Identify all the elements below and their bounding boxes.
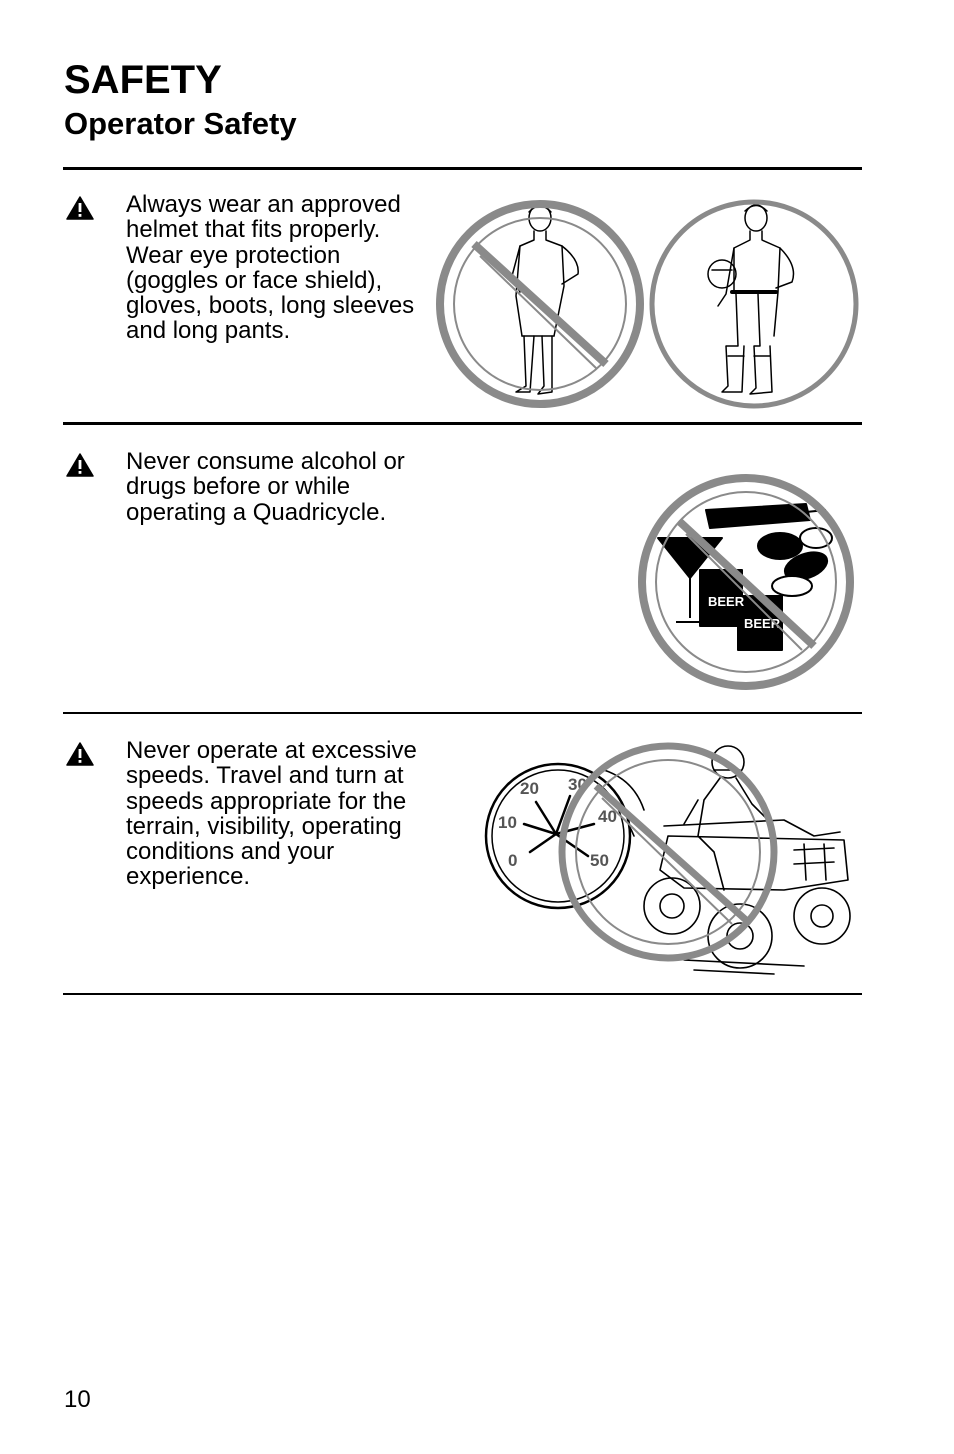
page-number: 10: [64, 1386, 91, 1413]
unprotected-rider-figure: [512, 205, 578, 394]
alcohol-drugs-illustration: [630, 466, 862, 696]
protected-rider-figure: [708, 205, 794, 394]
warning-triangle-icon: [66, 453, 94, 477]
section-subtitle: Operator Safety: [64, 106, 297, 141]
page-title: SAFETY: [64, 58, 222, 102]
speed-tick-label: 0: [508, 851, 518, 870]
section-divider: [63, 422, 862, 425]
speedometer-icon: [486, 764, 630, 908]
excessive-speed-illustration: [484, 740, 860, 980]
warning-text-speed: Never operate at excessive speeds. Travel and turn at speeds appropriate for the terrain, visibility, operating conditions and your experience.: [126, 737, 417, 891]
protective-gear-illustration: [430, 196, 864, 416]
section-divider-top: [63, 167, 862, 170]
beer-can-label: BEER: [708, 594, 745, 609]
speed-tick-label: 20: [520, 779, 539, 798]
beer-can-label: BEER: [744, 616, 781, 631]
approved-circle-icon: [652, 202, 856, 406]
warning-triangle-icon: [66, 196, 94, 220]
warning-text-helmet: Always wear an approved helmet that fits properly. Wear eye protection (goggles or face shield), gloves, boots, long sleeves and long pants.: [126, 191, 415, 345]
speed-tick-label: 40: [598, 807, 617, 826]
section-divider: [63, 712, 862, 714]
warning-triangle-icon: [66, 742, 94, 766]
speed-tick-label: 50: [590, 851, 609, 870]
section-divider-bottom: [63, 993, 862, 995]
warning-text-alcohol: Never consume alcohol or drugs before or while operating a Quadricycle.: [126, 448, 405, 526]
speed-tick-label: 30: [568, 775, 587, 794]
prohibition-sign-icon: [440, 204, 640, 404]
speed-tick-label: 10: [498, 813, 517, 832]
